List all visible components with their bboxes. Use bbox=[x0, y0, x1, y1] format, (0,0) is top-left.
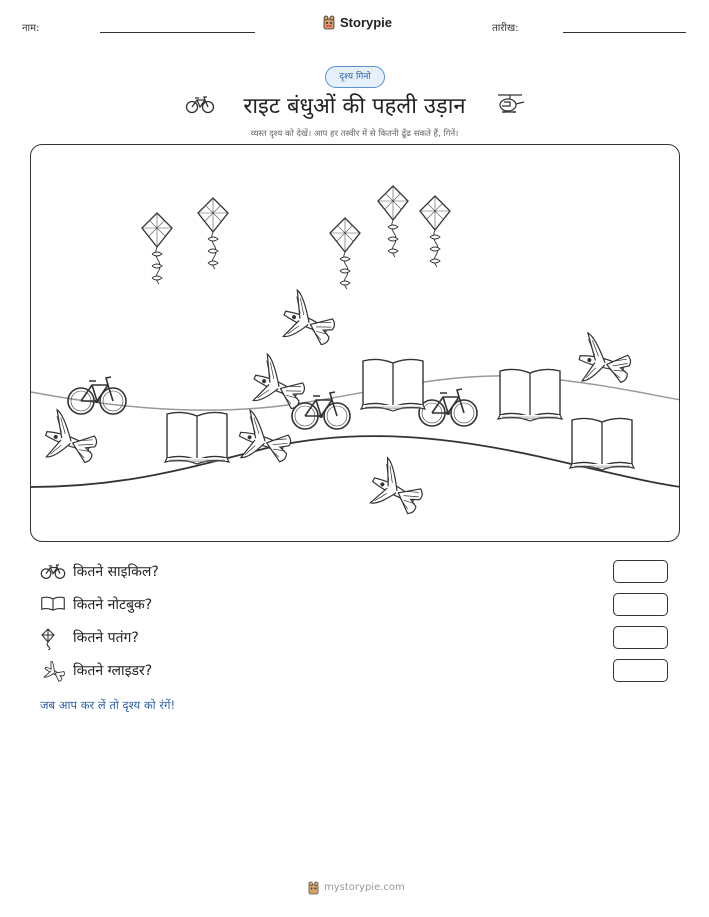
question-kites bbox=[40, 626, 670, 652]
page-title: राइट बंधुओं की पहली उड़ान bbox=[243, 94, 466, 119]
footer-url[interactable]: mystorypie.com bbox=[324, 882, 405, 893]
page-subtitle: व्यस्त दृश्य को देखें। आप हर तस्वीर में से कितनी ढूँढ सकते हैं, गिनें। bbox=[250, 129, 459, 139]
question-text: कितने नोटबुक? bbox=[73, 597, 153, 613]
date-field[interactable] bbox=[563, 32, 686, 33]
answer-box-bicycles[interactable] bbox=[613, 560, 668, 583]
counting-scene[interactable] bbox=[30, 144, 680, 542]
brand-name: Storypie bbox=[340, 14, 393, 30]
answer-box-gliders[interactable] bbox=[613, 659, 668, 682]
brand-logo bbox=[322, 14, 392, 30]
storypie-mascot-icon bbox=[322, 14, 336, 30]
name-label: नाम: bbox=[22, 23, 40, 34]
coloring-instruction: जब आप कर लें तो दृश्य को रंगें! bbox=[40, 698, 176, 712]
answer-box-kites[interactable] bbox=[613, 626, 668, 649]
question-text: कितने साइकिल? bbox=[73, 564, 159, 580]
question-gliders bbox=[40, 659, 670, 685]
bicycle-icon bbox=[40, 562, 66, 580]
question-text: कितने ग्लाइडर? bbox=[73, 663, 153, 679]
category-badge: दृश्य गिनो bbox=[325, 66, 385, 88]
date-label: तारीख: bbox=[492, 23, 519, 34]
scene-drawing bbox=[31, 145, 680, 542]
helicopter-icon bbox=[494, 91, 526, 121]
question-text: कितने पतंग? bbox=[73, 630, 139, 646]
footer bbox=[307, 880, 405, 895]
notebook-icon bbox=[40, 595, 66, 613]
answer-box-notebooks[interactable] bbox=[613, 593, 668, 616]
question-bicycles bbox=[40, 560, 670, 586]
question-notebooks bbox=[40, 593, 670, 619]
glider-icon bbox=[40, 661, 66, 683]
storypie-mascot-icon bbox=[307, 880, 320, 895]
name-field[interactable] bbox=[100, 32, 255, 33]
kite-icon bbox=[40, 628, 66, 650]
